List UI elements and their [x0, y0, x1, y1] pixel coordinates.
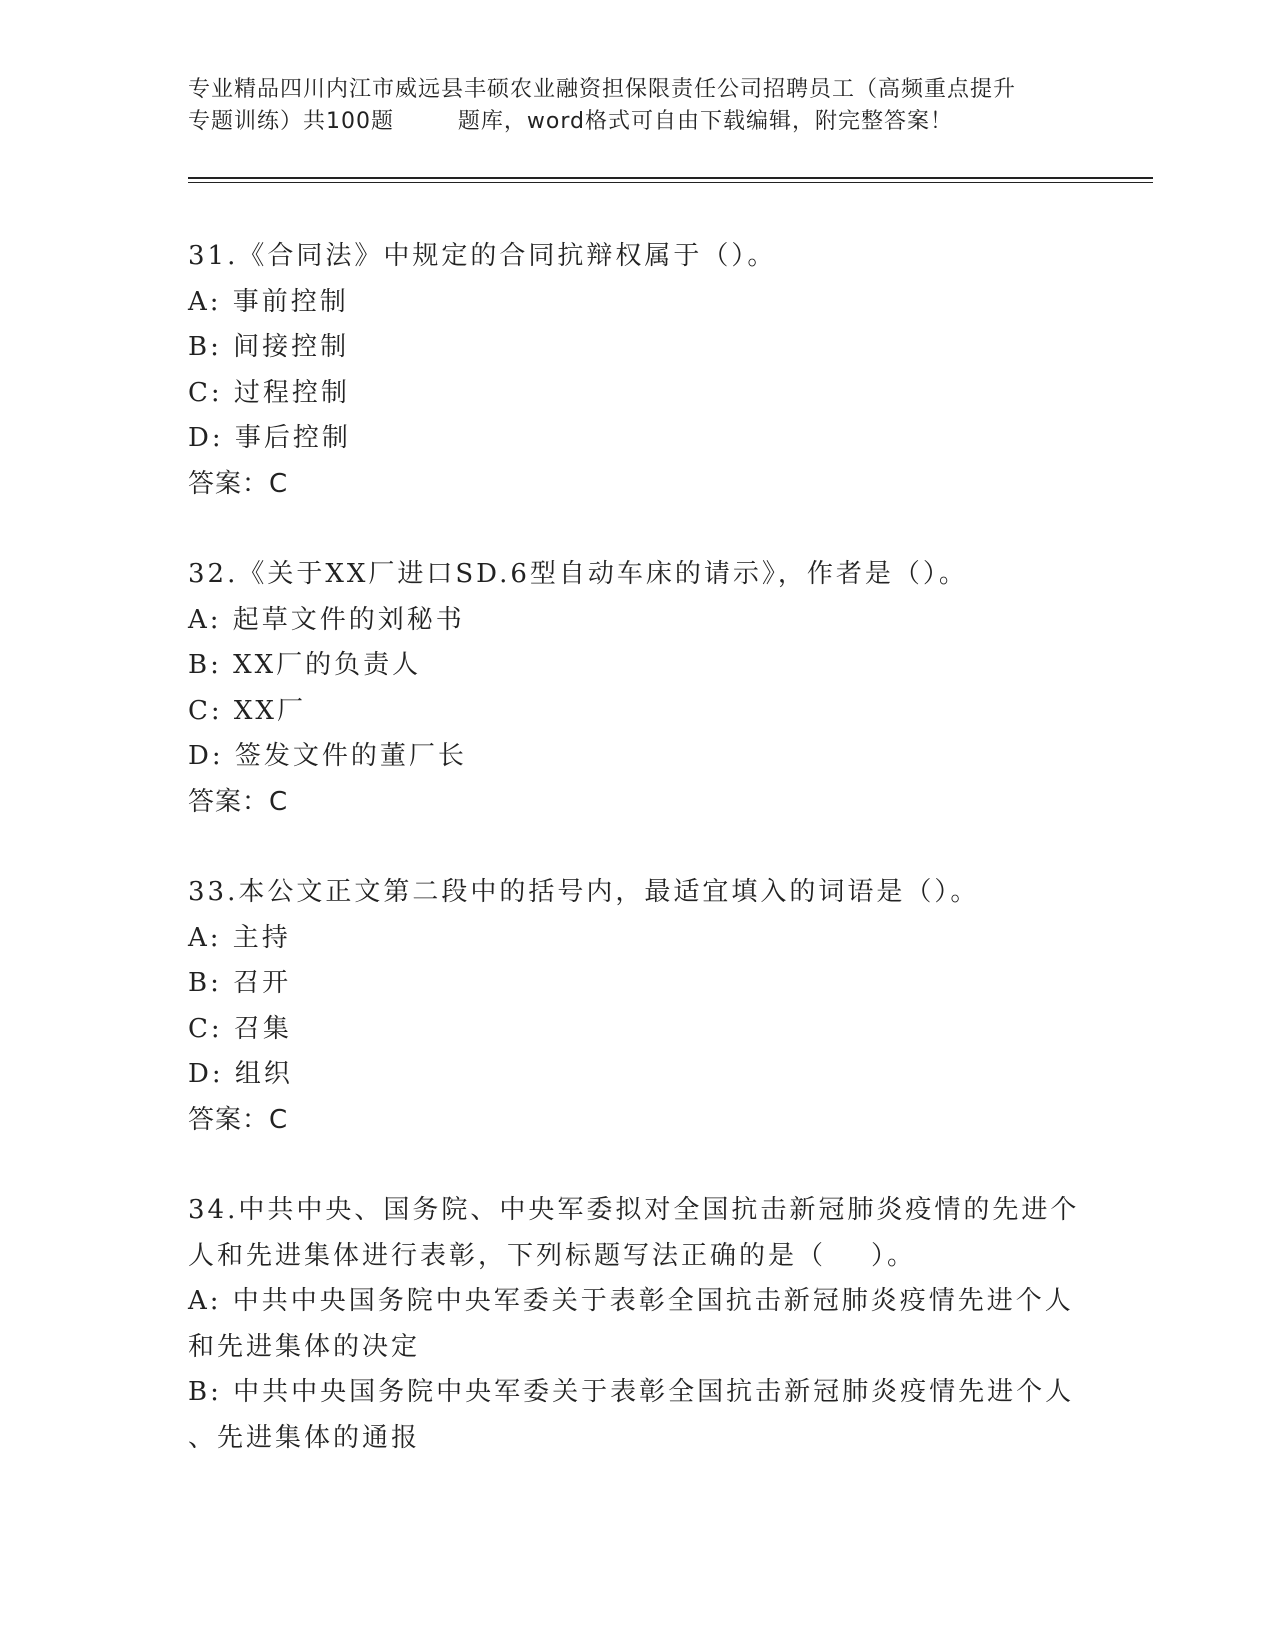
answer-key: 答案：C — [188, 786, 289, 817]
answer-option: B: XX厂的负责人 — [188, 650, 422, 680]
answer-option: B: 中共中央国务院中央军委关于表彰全国抗击新冠肺炎疫情先进个人 — [188, 1377, 1075, 1407]
header-divider-thick — [188, 177, 1153, 179]
question-stem: 31.《合同法》中规定的合同抗辩权属于（）。 — [188, 241, 777, 271]
answer-key: 答案：C — [188, 1104, 289, 1135]
question-block — [188, 552, 1088, 825]
answer-option: 和先进集体的决定 — [188, 1331, 421, 1362]
question-block — [188, 870, 1088, 1143]
header-line-1: 专业精品四川内江市威远县丰硕农业融资担保限责任公司招聘员工（高频重点提升 — [188, 77, 1017, 102]
header-line-2: 专题训练）共100题 题库，word格式可自由下载编辑，附完整答案！ — [188, 109, 954, 134]
header-divider-thin — [188, 182, 1153, 183]
question-stem: 33.本公文正文第二段中的括号内，最适宜填入的词语是（）。 — [188, 877, 980, 907]
answer-option: A: 起草文件的刘秘书 — [188, 604, 465, 635]
answer-option: C: 召集 — [188, 1013, 292, 1044]
answer-option: D: 签发文件的董厂长 — [188, 741, 467, 771]
answer-key: 答案：C — [188, 468, 289, 499]
question-block — [188, 1188, 1088, 1461]
question-stem: 32.《关于XX厂进口SD.6型自动车床的请示》，作者是（）。 — [188, 559, 968, 589]
answer-option: C: 过程控制 — [188, 377, 350, 408]
answer-option: B: 间接控制 — [188, 332, 350, 362]
answer-option: 、先进集体的通报 — [188, 1422, 421, 1453]
answer-option: D: 组织 — [188, 1059, 293, 1089]
answer-option: B: 召开 — [188, 968, 292, 998]
question-stem: 人和先进集体进行表彰，下列标题写法正确的是（ ）。 — [188, 1240, 917, 1271]
answer-option: A: 事前控制 — [188, 286, 349, 317]
question-block — [188, 234, 1088, 507]
document-header — [188, 74, 1108, 138]
answer-option: A: 主持 — [188, 922, 291, 953]
answer-option: A: 中共中央国务院中央军委关于表彰全国抗击新冠肺炎疫情先进个人 — [188, 1286, 1074, 1316]
answer-option: D: 事后控制 — [188, 423, 351, 453]
answer-option: C: XX厂 — [188, 695, 306, 726]
question-list — [188, 234, 1088, 1506]
question-stem: 34.中共中央、国务院、中央军委拟对全国抗击新冠肺炎疫情的先进个 — [188, 1195, 1080, 1225]
